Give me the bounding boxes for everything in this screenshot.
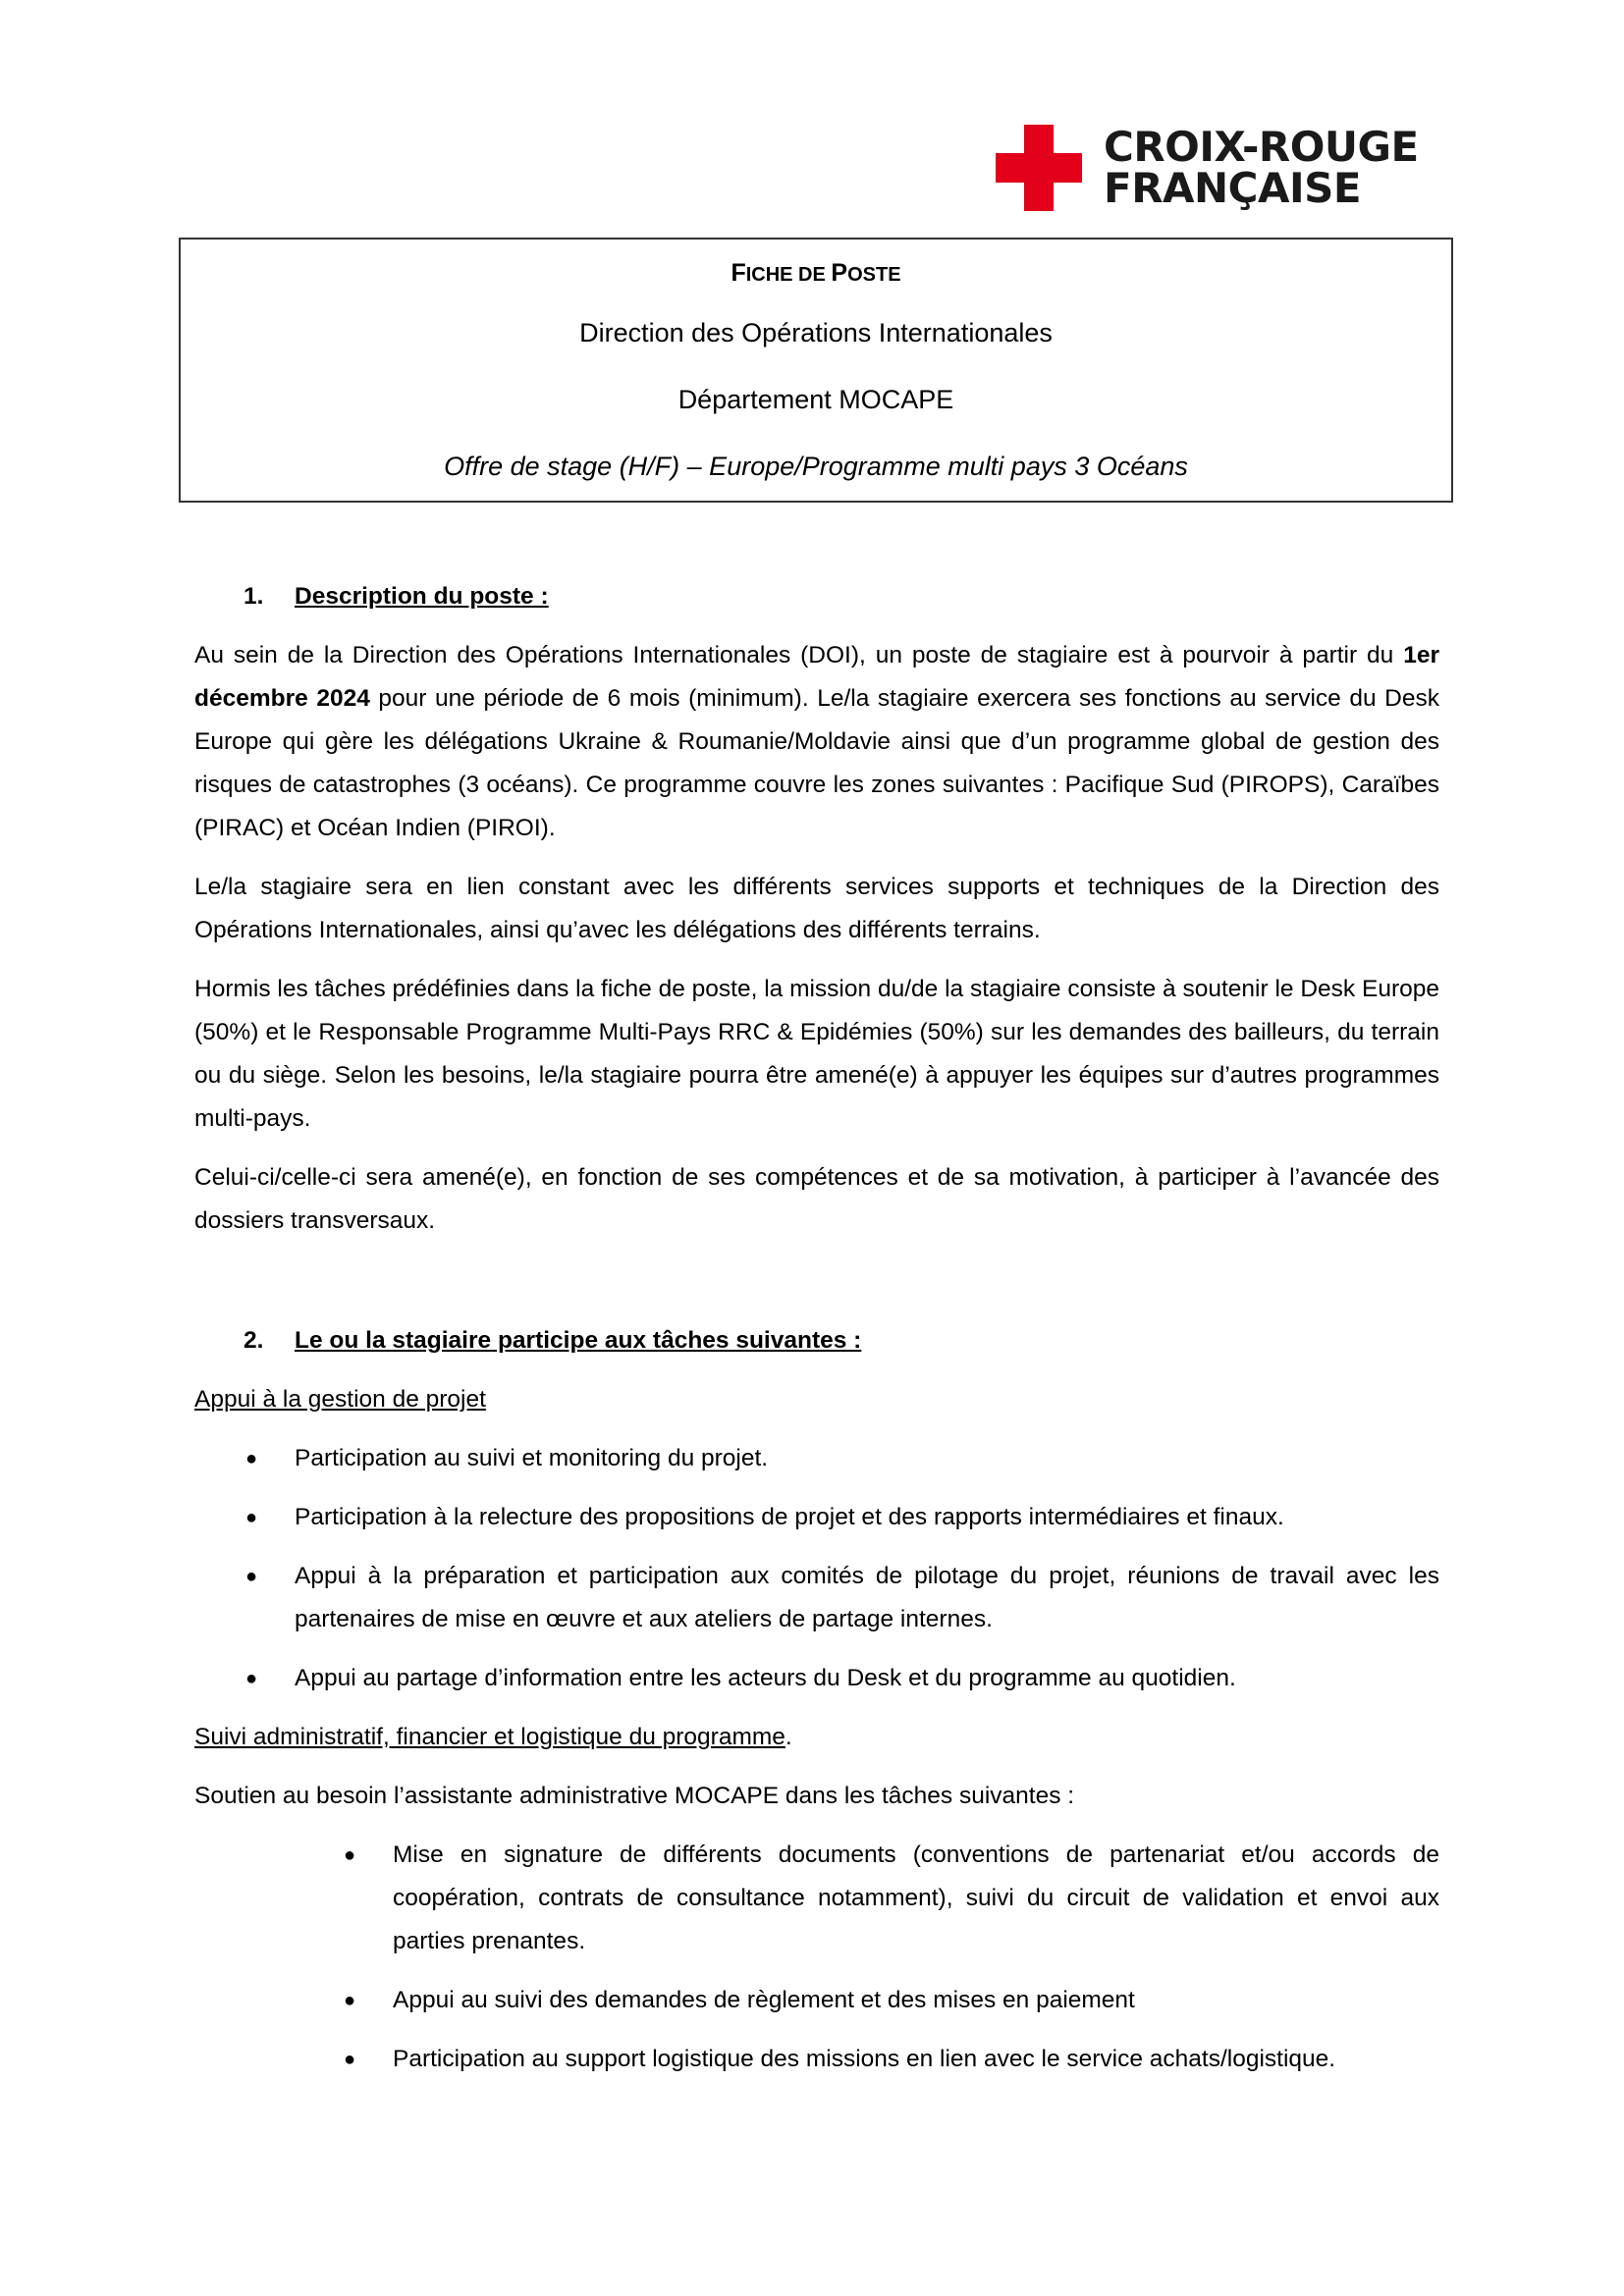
bullet-icon: ●: [245, 1507, 258, 1528]
bullet-icon: ●: [344, 1844, 356, 1866]
section-1-heading: [194, 575, 1439, 618]
bullet-icon: ●: [344, 1990, 356, 2011]
paragraph: Au sein de la Direction des Opérations Internationales (DOI), un poste de stagiaire est à pourvoir à partir du 1er décembre 2024 pour une période de 6 mois (minimum). Le/la stagiaire exercera ses fonctions au service du Desk Europe qui gère les délégations Ukraine & Roumanie/Moldavie ainsi que d’un programme global de gestion des risques de catastrophes (3 océans). Ce programme couvre les zones suivantes : Pacifique Sud (PIROPS), Caraïbes (PIRAC) et Océan Indien (PIROI).: [194, 642, 1439, 841]
bullet-icon: ●: [245, 1668, 258, 1689]
bullet-list-suivi-administratif: [194, 1834, 1439, 2081]
list-item: ● Participation au support logistique des missions en lien avec le service achats/logistique.: [194, 2038, 1439, 2081]
subheading-suivi-administratif: Suivi administratif, financier et logistique du programme.: [194, 1724, 792, 1750]
section-title: Le ou la stagiaire participe aux tâches suivantes :: [295, 1327, 862, 1354]
subheading-gestion-projet: Appui à la gestion de projet: [194, 1386, 486, 1413]
paragraph: Le/la stagiaire sera en lien constant avec les différents services supports et techniques de la Direction des Opérations Internationales, ainsi qu’avec les délégations des différents terrains.: [194, 874, 1439, 943]
bullet-icon: ●: [245, 1566, 258, 1587]
list-item: ● Appui au partage d’information entre les acteurs du Desk et du programme au quotidien.: [194, 1657, 1439, 1700]
list-item: ● Participation au suivi et monitoring du projet.: [194, 1437, 1439, 1480]
document-body: [194, 575, 1439, 2097]
logo-text: [1104, 123, 1419, 212]
list-item: ● Participation à la relecture des propositions de projet et des rapports intermédiaires et finaux.: [194, 1496, 1439, 1539]
red-cross-icon: [996, 125, 1082, 211]
direction-line: Direction des Opérations Internationales: [579, 318, 1053, 347]
paragraph: Soutien au besoin l’assistante administrative MOCAPE dans les tâches suivantes :: [194, 1783, 1075, 1809]
offre-line: Offre de stage (H/F) – Europe/Programme multi pays 3 Océans: [444, 452, 1188, 481]
croix-rouge-logo: [996, 124, 1419, 212]
bullet-icon: ●: [245, 1448, 258, 1469]
departement-line: Département MOCAPE: [677, 385, 954, 414]
title-box: [179, 238, 1453, 503]
section-number: 1.: [244, 583, 264, 610]
bullet-list-gestion-projet: [194, 1437, 1439, 1700]
logo-line-1: CROIX-ROUGE: [1104, 123, 1419, 171]
list-item: ● Appui au suivi des demandes de règlement et des mises en paiement: [194, 1979, 1439, 2022]
section-number: 2.: [244, 1327, 264, 1354]
bullet-icon: ●: [344, 2049, 356, 2070]
fiche-de-poste-heading: FICHE DE POSTE: [731, 259, 901, 287]
section-title: Description du poste :: [295, 583, 549, 610]
paragraph: Hormis les tâches prédéfinies dans la fiche de poste, la mission du/de la stagiaire consiste à soutenir le Desk Europe (50%) et le Responsable Programme Multi-Pays RRC & Epidémies (50%) sur les demandes des bailleurs, du terrain ou du siège. Selon les besoins, le/la stagiaire pourra être amené(e) à appuyer les équipes sur d’autres programmes multi-pays.: [194, 976, 1439, 1132]
start-date: 1er décembre 2024: [194, 642, 1439, 712]
section-2-heading: [194, 1319, 1439, 1362]
list-item: ● Appui à la préparation et participation aux comités de pilotage du projet, réunions de travail avec les partenaires de mise en œuvre et aux ateliers de partage internes.: [194, 1555, 1439, 1641]
logo-line-2: FRANÇAISE: [1104, 164, 1362, 212]
paragraph: Celui-ci/celle-ci sera amené(e), en fonction de ses compétences et de sa motivation, à participer à l’avancée des dossiers transversaux.: [194, 1164, 1439, 1234]
list-item: ● Mise en signature de différents documents (conventions de partenariat et/ou accords de coopération, contrats de consultance notamment), suivi du circuit de validation et envoi aux parties prenantes.: [194, 1834, 1439, 1963]
